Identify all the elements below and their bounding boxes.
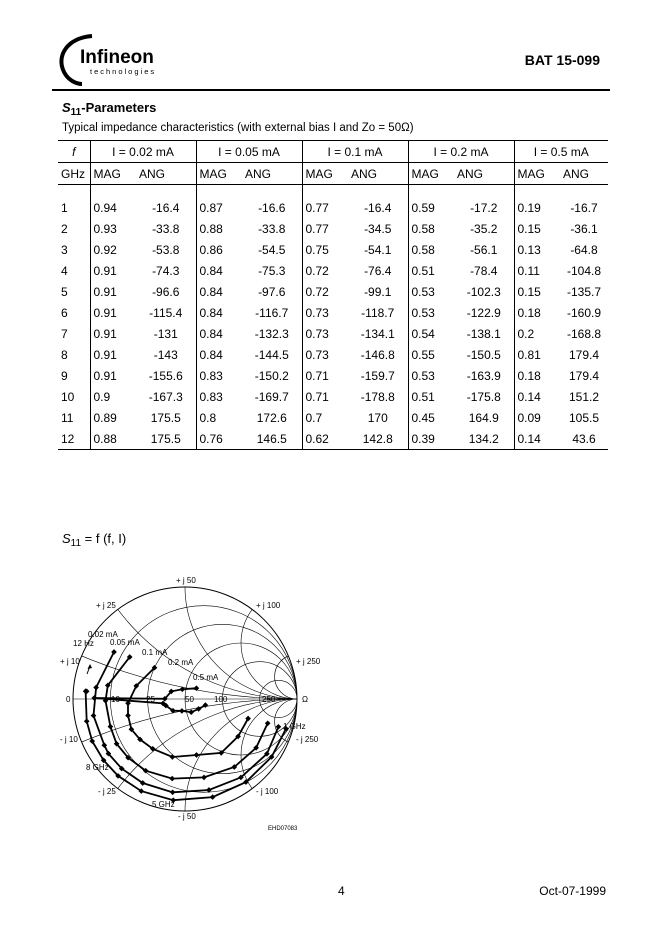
mag-cell: 0.91 (90, 260, 136, 281)
mag-cell: 0.58 (408, 218, 454, 239)
mag-cell: 0.18 (514, 365, 560, 386)
s11-curve-2 (94, 652, 279, 792)
mag-cell: 0.84 (196, 260, 242, 281)
document-date: Oct-07-1999 (539, 884, 606, 898)
mag-cell: 0.77 (302, 218, 348, 239)
label-5ghz: 5 GHz (152, 800, 175, 809)
data-point (201, 775, 207, 781)
label-ohm: Ω (302, 695, 308, 704)
mag-cell: 0.91 (90, 281, 136, 302)
mag-cell: 0.59 (408, 197, 454, 218)
logo-subtext: technologies (90, 67, 157, 76)
mag-cell: 0.58 (408, 239, 454, 260)
mag-cell: 0.15 (514, 281, 560, 302)
table-row (58, 239, 608, 260)
mag-cell: 0.91 (90, 344, 136, 365)
table-row (58, 344, 608, 365)
header-divider (52, 89, 610, 91)
mag-cell: 0.45 (408, 407, 454, 428)
ang-cell: -53.8 (152, 242, 180, 257)
ang-cell: -178.8 (360, 389, 395, 404)
label-mj50: - j 50 (178, 812, 196, 821)
page-number: 4 (338, 884, 345, 898)
mag-cell: 0.2 (514, 323, 560, 344)
mag-cell: 0.83 (196, 386, 242, 407)
label-j10: + j 10 (60, 657, 80, 666)
table-row (58, 302, 608, 323)
label-j100: + j 100 (256, 601, 281, 610)
data-point (169, 776, 175, 782)
header-current: I = 0.1 mA (302, 141, 408, 163)
label-mj25: - j 25 (98, 787, 116, 796)
data-point (179, 708, 185, 714)
data-point (210, 794, 216, 800)
ang-cell: 142.8 (348, 428, 408, 450)
mag-cell: 0.14 (514, 386, 560, 407)
ang-cell: -132.3 (254, 326, 289, 341)
mag-cell: 0.14 (514, 428, 560, 450)
ang-cell: 164.9 (468, 410, 499, 425)
mag-cell: 0.83 (196, 365, 242, 386)
mag-cell: 0.53 (408, 365, 454, 386)
ang-cell: -96.6 (152, 284, 180, 299)
ang-cell: -144.5 (254, 347, 289, 362)
ang-cell: 146.5 (242, 428, 302, 450)
ang-cell: -155.6 (148, 368, 183, 383)
ang-cell: 151.2 (568, 389, 600, 404)
label-j50: + j 50 (176, 576, 196, 585)
figure-code: EHD07083 (268, 826, 298, 832)
table-row (58, 197, 608, 218)
table-header-units: GHz MAG ANG MAG ANG MAG ANG MAG ANG MAG ANG (58, 163, 608, 185)
mag-cell: 0.73 (302, 302, 348, 323)
ang-cell: -150.5 (466, 347, 501, 362)
mag-cell: 0.91 (90, 323, 136, 344)
mag-cell: 0.7 (302, 407, 348, 428)
mag-cell: 0.73 (302, 344, 348, 365)
label-r250: 250 (262, 695, 276, 704)
ang-cell: -175.8 (466, 389, 501, 404)
mag-cell: 0.84 (196, 302, 242, 323)
table-row (58, 407, 608, 428)
mag-cell: 0.18 (514, 302, 560, 323)
label-12ghz: 12 Hz (73, 639, 94, 648)
label-01ma: 0.1 mA (142, 648, 168, 657)
label-05ma: 0.5 mA (193, 673, 219, 682)
mag-cell: 0.77 (302, 197, 348, 218)
ang-cell: -138.1 (466, 326, 501, 341)
chart-title: $S_{11} = f$ (f, I) (62, 531, 127, 549)
label-005ma: 0.05 mA (110, 638, 140, 647)
ang-cell: -35.2 (470, 221, 498, 236)
mag-cell: 0.91 (90, 302, 136, 323)
ang-cell: -64.8 (570, 242, 598, 257)
ang-cell: -102.3 (466, 284, 501, 299)
ang-cell: -150.2 (254, 368, 289, 383)
data-point (91, 713, 97, 719)
table-row (58, 323, 608, 344)
mag-cell: 0.8 (196, 407, 242, 428)
mag-cell: 0.84 (196, 323, 242, 344)
data-point (101, 742, 107, 748)
ang-cell: -115.4 (149, 305, 183, 320)
header-current: I = 0.2 mA (408, 141, 514, 163)
frequency-cell: 8 (61, 347, 68, 362)
data-point (125, 713, 131, 719)
label-r25: 25 (146, 695, 155, 704)
mag-cell: 0.11 (514, 260, 560, 281)
ang-cell: -99.1 (364, 284, 392, 299)
ang-cell: -131 (153, 326, 178, 341)
ang-cell: -76.4 (364, 263, 392, 278)
frequency-cell: 4 (61, 263, 68, 278)
ang-cell: -33.8 (152, 221, 180, 236)
mag-cell: 0.55 (408, 344, 454, 365)
s11-parameter-table (58, 140, 608, 450)
table-row (58, 281, 608, 302)
s11-curve-3 (106, 657, 268, 779)
ang-cell: -168.8 (566, 326, 602, 341)
label-02ma: 0.2 mA (168, 658, 194, 667)
mag-cell: 0.51 (408, 386, 454, 407)
section-title: $S_{11}$-Parameters (62, 100, 157, 118)
frequency-cell: 7 (61, 326, 68, 341)
ang-cell: 170 (367, 410, 388, 425)
header-current: I = 0.02 mA (90, 141, 196, 163)
s11-curves (83, 649, 289, 803)
table-header-currents (58, 141, 608, 163)
ang-cell: -54.1 (364, 242, 392, 257)
mag-cell: 0.51 (408, 260, 454, 281)
mag-cell: 0.94 (90, 197, 136, 218)
frequency-cell: 10 (61, 389, 75, 404)
label-r50: 50 (185, 695, 194, 704)
data-point (108, 724, 114, 730)
frequency-cell: 5 (61, 284, 68, 299)
ang-cell: 179.4 (568, 347, 600, 362)
header-ghz: GHz (58, 163, 90, 185)
ang-cell: -16.6 (258, 200, 286, 215)
mag-cell: 0.84 (196, 281, 242, 302)
mag-cell: 0.73 (302, 323, 348, 344)
mag-cell: 0.81 (514, 344, 560, 365)
ang-cell: 105.5 (568, 410, 600, 425)
mag-cell: 0.39 (408, 428, 454, 450)
ang-cell: -16.4 (152, 200, 180, 215)
label-j250: + j 250 (296, 657, 321, 666)
table-row (58, 260, 608, 281)
header-current: I = 0.05 mA (196, 141, 302, 163)
ang-cell: 134.2 (454, 428, 514, 450)
label-r0: 0 (66, 695, 71, 704)
data-point (265, 720, 271, 726)
ang-cell: 43.6 (560, 428, 608, 450)
frequency-cell: 2 (61, 221, 68, 236)
data-point (84, 718, 90, 724)
mag-cell: 0.53 (408, 281, 454, 302)
data-point (276, 724, 282, 730)
header-current: I = 0.5 mA (514, 141, 608, 163)
mag-cell: 0.91 (90, 365, 136, 386)
frequency-cell: 3 (61, 242, 68, 257)
ang-cell: -75.3 (258, 263, 286, 278)
mag-cell: 0.92 (90, 239, 136, 260)
ang-cell: -116.7 (255, 305, 289, 320)
label-002ma: 0.02 mA (88, 630, 118, 639)
data-point (170, 754, 176, 760)
mag-cell: 0.72 (302, 260, 348, 281)
ang-cell: -104.8 (566, 263, 602, 278)
mag-cell: 0.09 (514, 407, 560, 428)
table-row (58, 386, 608, 407)
ang-cell: -159.7 (360, 368, 395, 383)
label-j25: + j 25 (96, 601, 116, 610)
frequency-cell: 11 (61, 410, 74, 425)
frequency-cell: 6 (61, 305, 68, 320)
mag-cell: 0.88 (90, 428, 136, 450)
ang-cell: -16.7 (570, 200, 598, 215)
data-point (194, 752, 200, 758)
label-mj250: - j 250 (296, 735, 319, 744)
data-point (170, 789, 176, 795)
data-point (91, 695, 97, 701)
label-1ghz: 1 GHz (283, 722, 306, 731)
ang-cell: -169.7 (254, 389, 289, 404)
logo-text: Infineon (80, 47, 154, 68)
frequency-cell: 12 (58, 428, 90, 450)
data-point (188, 709, 194, 715)
part-number: BAT 15-099 (524, 52, 600, 68)
ang-cell: -17.2 (470, 200, 498, 215)
ang-cell: -56.1 (470, 242, 498, 257)
mag-cell: 0.62 (302, 428, 348, 450)
label-r100: 100 (214, 695, 228, 704)
frequency-cell: 9 (61, 368, 68, 383)
ang-cell: -160.9 (566, 305, 602, 320)
mag-cell: 0.19 (514, 197, 560, 218)
label-mj10: - j 10 (60, 735, 78, 744)
header-f: f (58, 141, 90, 163)
ang-cell: -143 (153, 347, 178, 362)
mag-cell: 0.76 (196, 428, 242, 450)
label-mj100: - j 100 (256, 787, 279, 796)
mag-cell: 0.87 (196, 197, 242, 218)
ang-cell: -34.5 (364, 221, 392, 236)
mag-cell: 0.15 (514, 218, 560, 239)
mag-cell: 0.84 (196, 344, 242, 365)
mag-cell: 0.54 (408, 323, 454, 344)
mag-cell: 0.13 (514, 239, 560, 260)
arrow-head (88, 664, 93, 669)
table-row (58, 218, 608, 239)
mag-cell: 0.88 (196, 218, 242, 239)
ang-cell: -163.9 (466, 368, 501, 383)
mag-cell: 0.71 (302, 386, 348, 407)
ang-cell: -118.7 (361, 305, 395, 320)
frequency-cell: 1 (61, 200, 68, 215)
mag-cell: 0.71 (302, 365, 348, 386)
ang-cell: -33.8 (258, 221, 286, 236)
ang-cell: -146.8 (360, 347, 395, 362)
ang-cell: -74.3 (152, 263, 180, 278)
mag-cell: 0.89 (90, 407, 136, 428)
ang-cell: -122.9 (466, 305, 501, 320)
mag-cell: 0.86 (196, 239, 242, 260)
mag-cell: 0.53 (408, 302, 454, 323)
ang-cell: -97.6 (258, 284, 286, 299)
section-subtitle: Typical impedance characteristics (with external bias I and Zo = 50Ω) (62, 122, 414, 134)
label-r10: 10 (111, 695, 120, 704)
table-row (58, 365, 608, 386)
ang-cell: -135.7 (566, 284, 602, 299)
ang-cell: -36.1 (570, 221, 598, 236)
ang-cell: -167.3 (148, 389, 183, 404)
ang-cell: 179.4 (568, 368, 600, 383)
mag-cell: 0.93 (90, 218, 136, 239)
ang-cell: -134.1 (360, 326, 395, 341)
ang-cell: -16.4 (364, 200, 392, 215)
mag-cell: 0.9 (90, 386, 136, 407)
mag-cell: 0.72 (302, 281, 348, 302)
ang-cell: 172.6 (256, 410, 287, 425)
mag-cell: 0.75 (302, 239, 348, 260)
ang-cell: 175.5 (150, 410, 181, 425)
label-8ghz: 8 GHz (86, 763, 109, 772)
infineon-logo (52, 28, 172, 88)
table-row (58, 428, 608, 450)
smith-chart (56, 570, 326, 840)
ang-cell: -78.4 (470, 263, 498, 278)
ang-cell: -54.5 (258, 242, 286, 257)
ang-cell: 175.5 (136, 428, 196, 450)
